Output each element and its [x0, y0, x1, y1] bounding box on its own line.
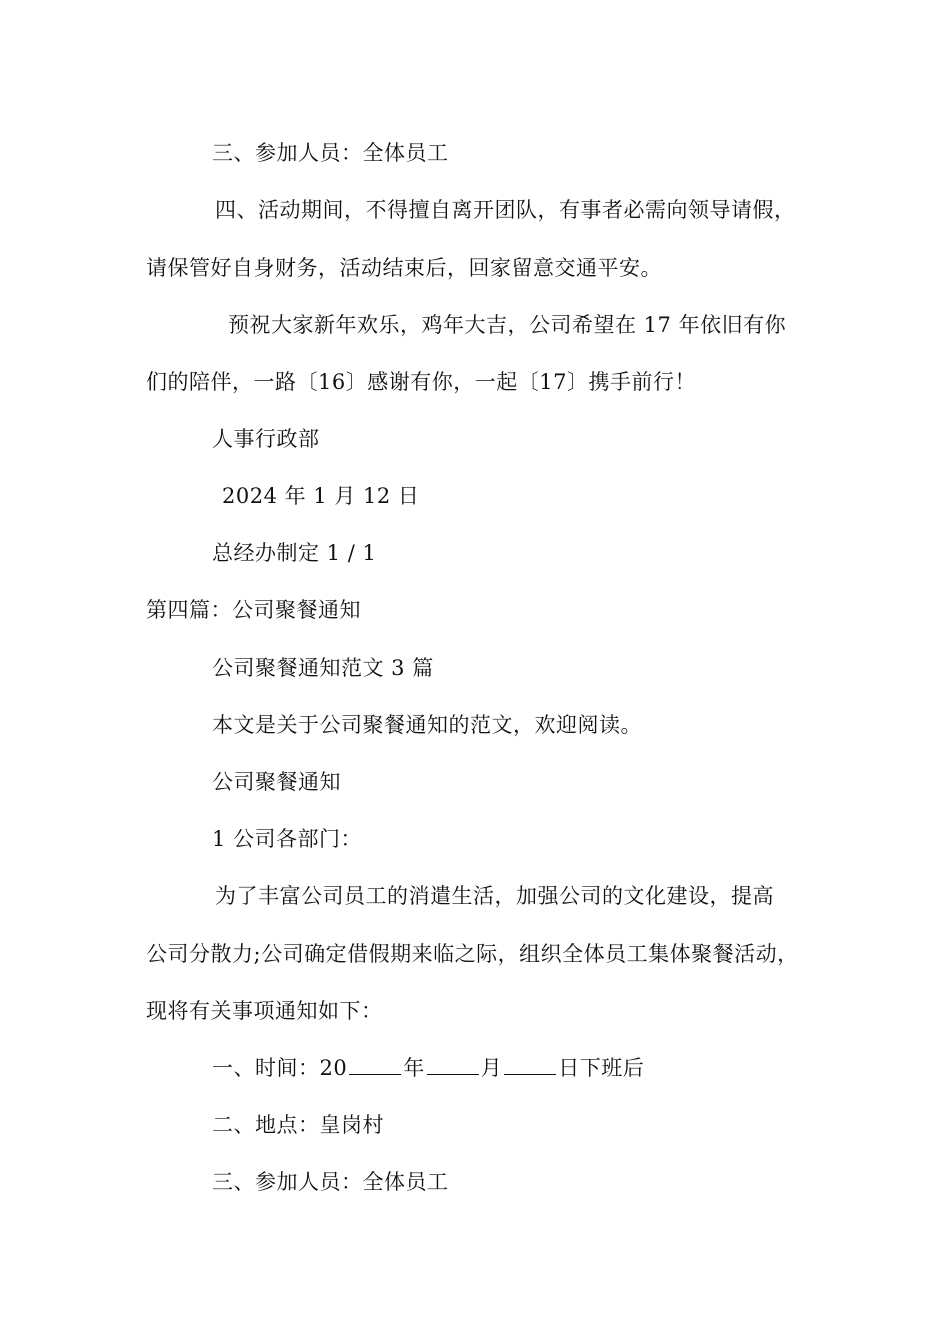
time-month-label: 月 — [480, 1056, 503, 1080]
time-suffix: 日下班后 — [558, 1056, 645, 1080]
activity-rules-line-2: 请保管好自身财务，活动结束后，回家留意交通平安。 — [146, 256, 662, 280]
time-year-label: 年 — [403, 1056, 425, 1080]
intro-line: 本文是关于公司聚餐通知的范文，欢迎阅读。 — [212, 713, 642, 737]
participants-line-2: 三、参加人员：全体员工 — [212, 1170, 449, 1194]
notice-body-line-3: 现将有关事项通知如下： — [146, 999, 383, 1023]
greeting-line-2: 们的陪伴，一路〔16〕感谢有你，一起〔17〕携手前行！ — [146, 370, 696, 394]
activity-rules-line-1: 四、活动期间，不得擅自离开团队，有事者必需向领导请假， — [215, 198, 796, 222]
notice-title: 公司聚餐通知 — [212, 770, 341, 794]
notice-body-line-1: 为了丰富公司员工的消遣生活，加强公司的文化建设，提高 — [215, 884, 774, 908]
day-blank — [504, 1056, 556, 1075]
location-line: 二、地点：皇岗村 — [212, 1113, 384, 1137]
month-blank — [427, 1056, 479, 1075]
time-line — [212, 1055, 644, 1081]
notice-body-line-2: 公司分散力;公司确定借假期来临之际，组织全体员工集体聚餐活动， — [146, 942, 799, 966]
section-title: 第四篇：公司聚餐通知 — [146, 598, 361, 622]
salutation-line: 1 公司各部门： — [212, 827, 363, 851]
greeting-line-1: 预祝大家新年欢乐，鸡年大吉，公司希望在 17 年依旧有你 — [228, 313, 787, 337]
signature-department: 人事行政部 — [212, 427, 320, 451]
time-prefix: 一、时间：20 — [212, 1056, 348, 1080]
signature-date: 2024 年 1 月 12 日 — [222, 484, 420, 508]
participants-line: 三、参加人员：全体员工 — [212, 141, 449, 165]
sub-title: 公司聚餐通知范文 3 篇 — [212, 656, 434, 680]
year-blank — [349, 1056, 401, 1075]
made-by-line: 总经办制定 1 / 1 — [212, 541, 377, 565]
